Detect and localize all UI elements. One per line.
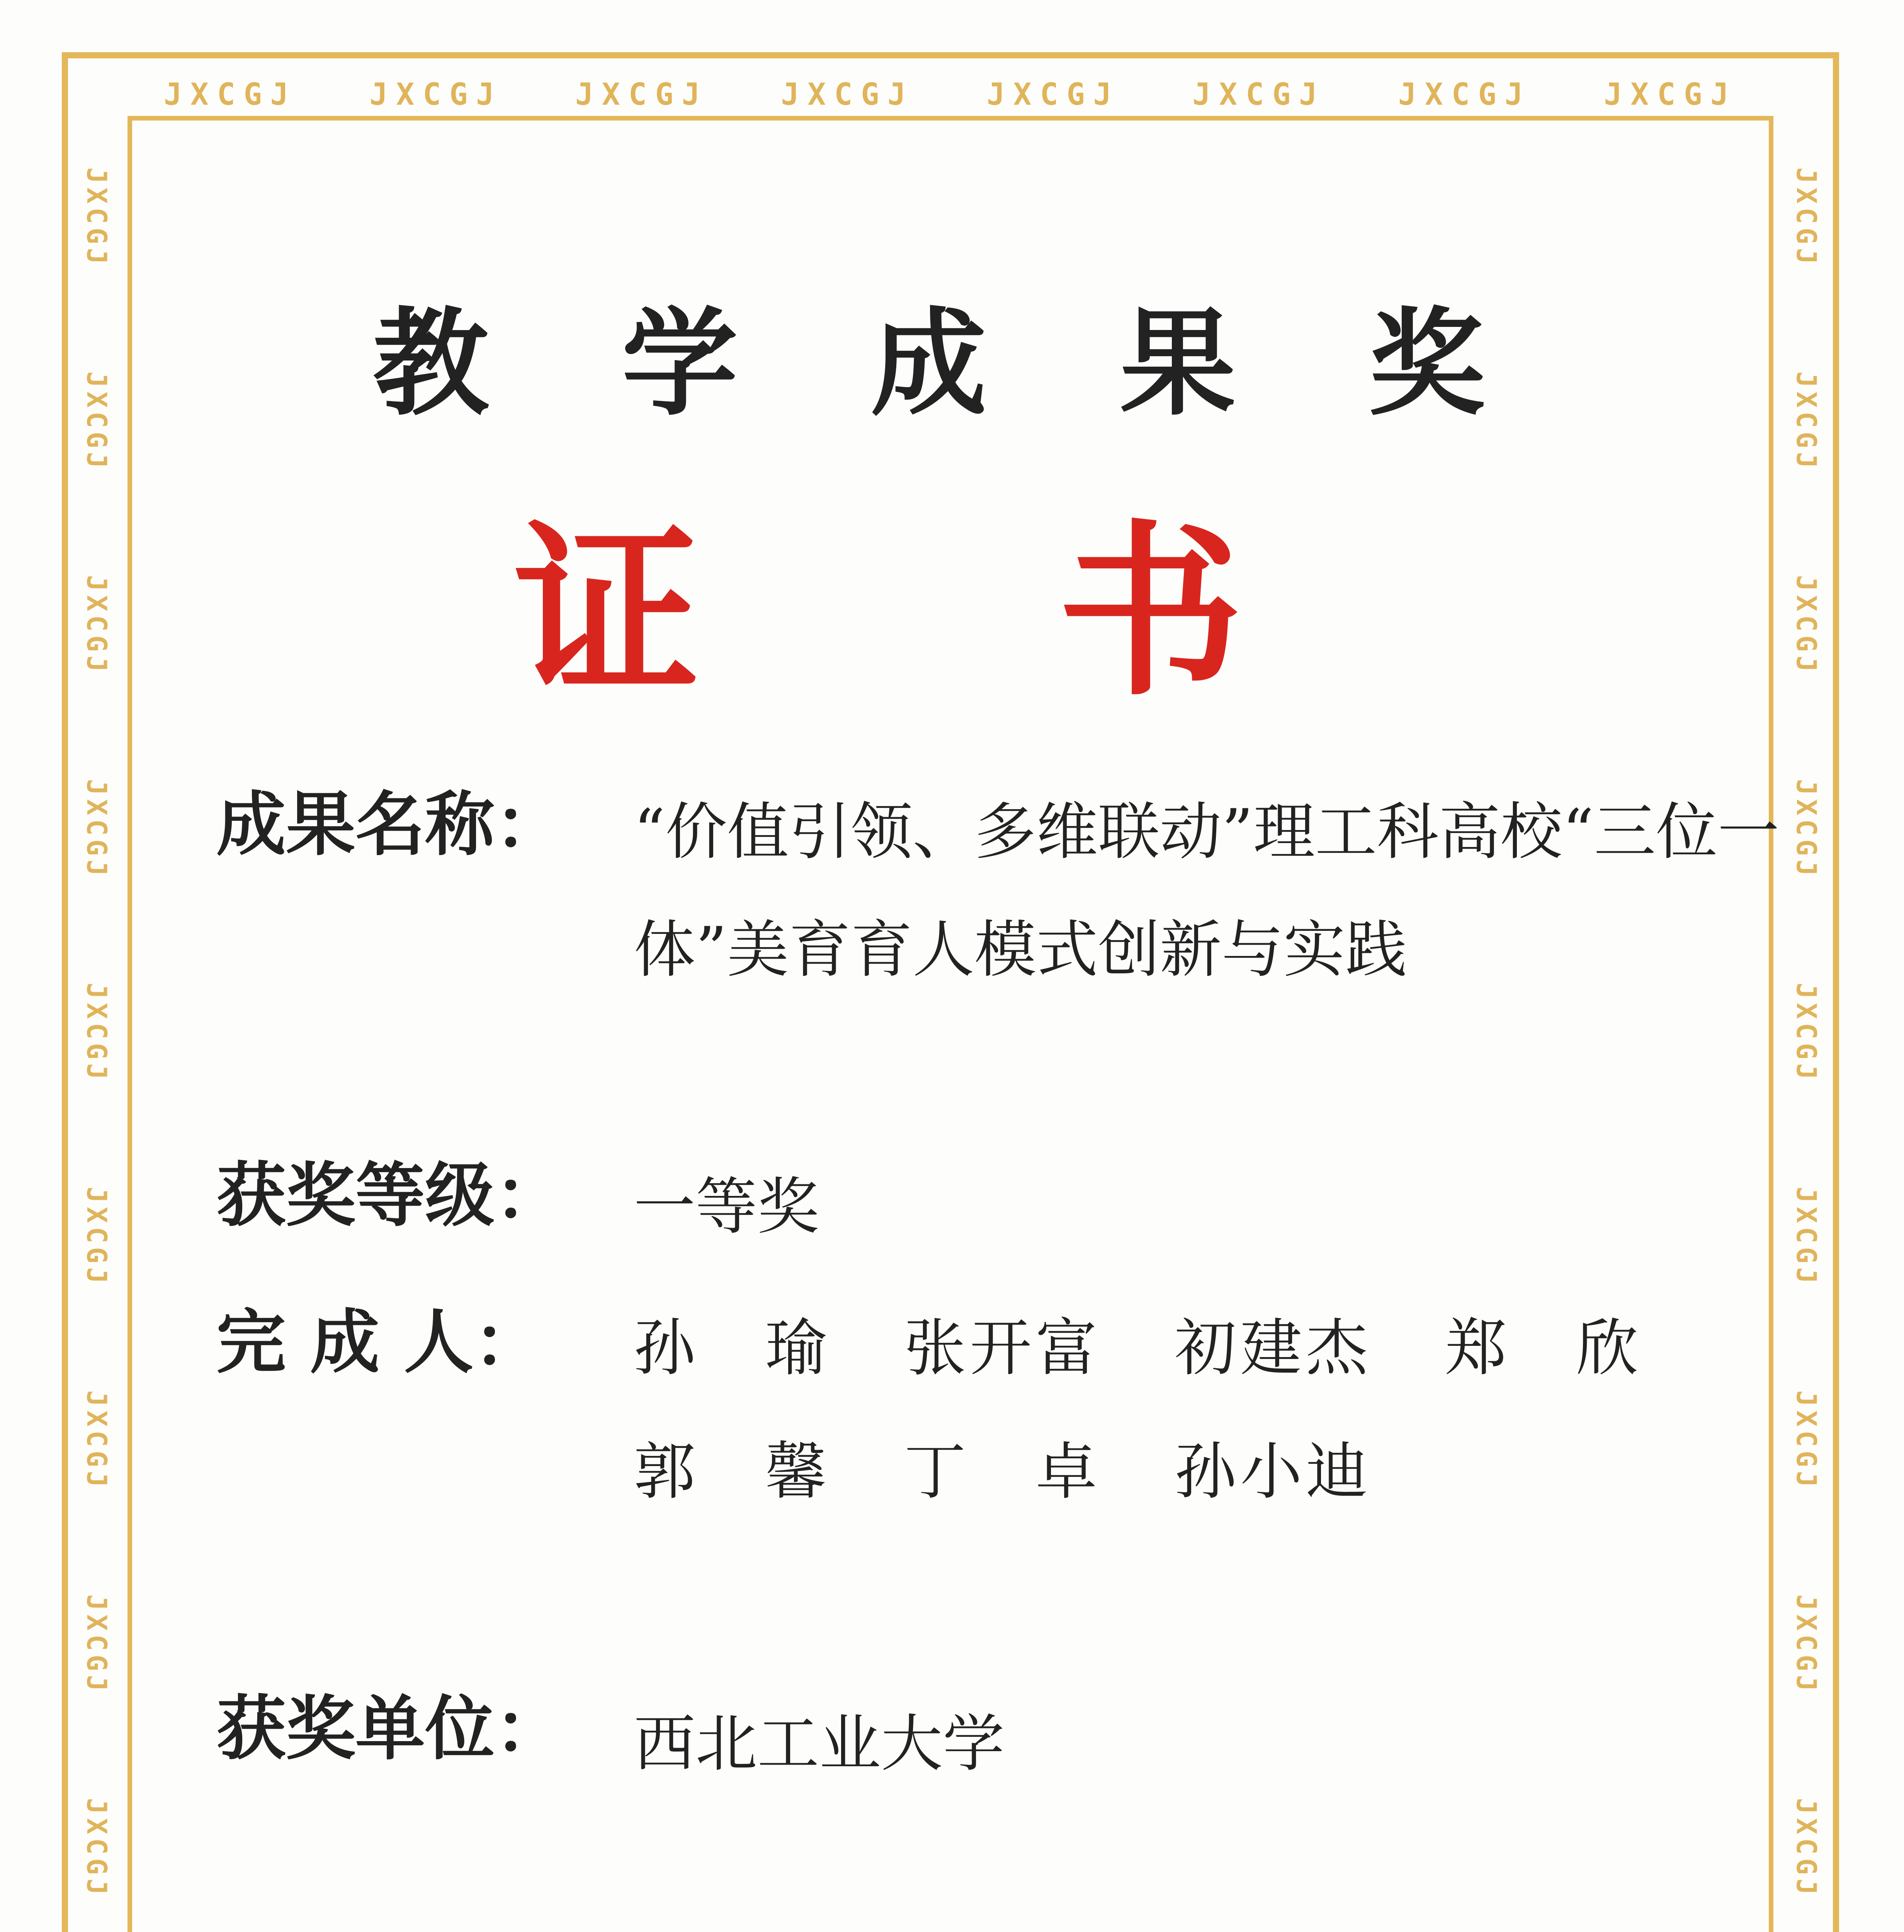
border-pattern-left: JXCGJ JXCGJ JXCGJ JXCGJ JXCGJ JXCGJ JXCGJ JXCGJ JXCGJ xyxy=(81,167,112,1899)
completer-name: 郑欣 xyxy=(1445,1312,1708,1384)
completer-name: 丁卓 xyxy=(904,1435,1167,1508)
completers-list xyxy=(634,1298,1904,1511)
award-level-label: 获奖等级： xyxy=(216,1155,564,1236)
completer-name: 孙小迪 xyxy=(1175,1435,1372,1508)
completer-name: 初建杰 xyxy=(1175,1312,1372,1384)
completers-label: 完 成 人： xyxy=(216,1302,543,1383)
completers-row xyxy=(216,1287,1723,1519)
achievement-name-row xyxy=(216,769,1780,1117)
certificate-title: 教 学 成 果 奖 xyxy=(373,296,1531,431)
completer-name: 郭馨 xyxy=(634,1435,897,1508)
completer-name: 张开富 xyxy=(904,1312,1102,1384)
certificate-subtitle: 证 书 xyxy=(514,505,1390,721)
border-pattern-right: JXCGJ JXCGJ JXCGJ JXCGJ JXCGJ JXCGJ JXCGJ JXCGJ JXCGJ xyxy=(1790,167,1822,1899)
completer-name: 孙瑜 xyxy=(634,1312,897,1384)
award-level-value: 一等奖 xyxy=(634,1170,819,1243)
award-unit-row xyxy=(216,1673,1723,1780)
award-unit-value: 西北工业大学 xyxy=(634,1708,1005,1780)
award-level-row xyxy=(216,1140,1723,1243)
achievement-name-value: “价值引领、多维联动”理工科高校“三位一体”美育育人模式创新与实践 xyxy=(634,796,1780,986)
award-unit-label: 获奖单位： xyxy=(216,1689,564,1769)
achievement-name-label: 成果名称： xyxy=(216,784,564,865)
border-pattern-top: JXCGJ JXCGJ JXCGJ JXCGJ JXCGJ JXCGJ JXCGJ JXCGJ xyxy=(163,77,1737,112)
